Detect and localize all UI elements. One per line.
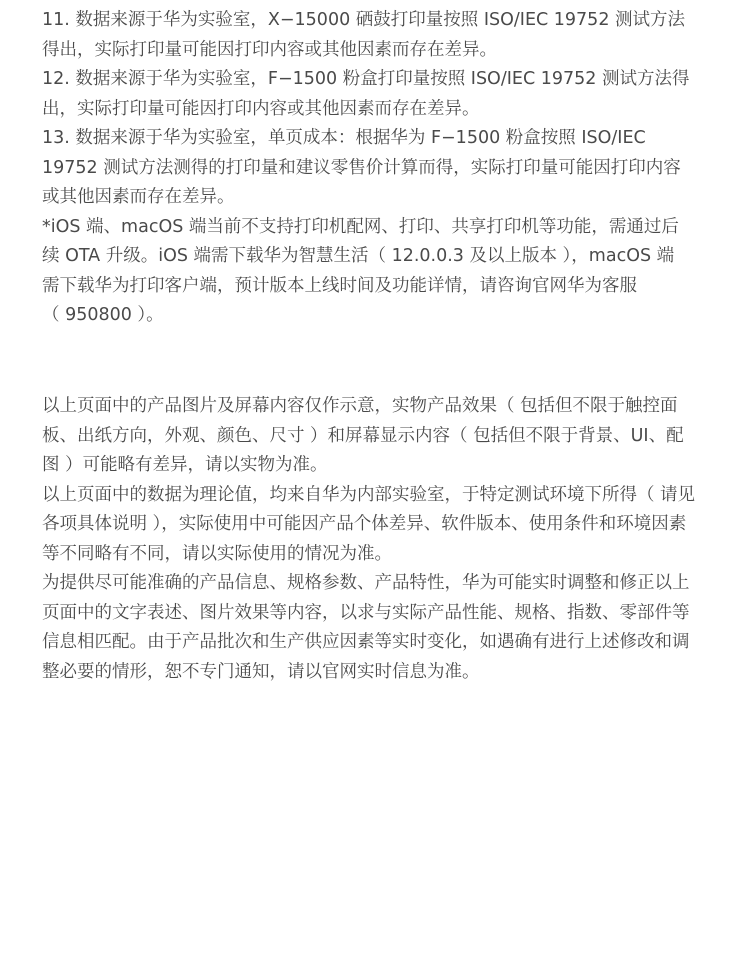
footnotes-section [42,6,712,331]
disclaimer-section [42,392,712,687]
footnote-11: 11. 数据来源于华为实验室，X−15000 硒鼓打印量按照 ISO/IEC 19752 测试方法 得出，实际打印量可能因打印内容或其他因素而存在差异。 [42,10,686,60]
disclaimer-updates: 为提供尽可能准确的产品信息、规格参数、产品特性，华为可能实时调整和修正以上 页面中的文字表述、图片效果等内容，以求与实际产品性能、规格、指数、零部件等 信息相匹配。由于产品批次和生产供应因素等实时变化，如遇确有进行上述修改和调 整必要的情形，恕不专门通知，请以官网实时信息为准。 [42,573,690,682]
footnote-12: 12. 数据来源于华为实验室，F−1500 粉盒打印量按照 ISO/IEC 19752 测试方法得 出，实际打印量可能因打印内容或其他因素而存在差异。 [42,69,690,119]
disclaimer-images: 以上页面中的产品图片及屏幕内容仅作示意，实物产品效果（ 包括但不限于触控面 板、出纸方向，外观、颜色、尺寸 ）和屏幕显示内容（ 包括但不限于背景、UI、配 图 ）可能略有差异，请以实物为准。 [42,396,684,475]
footnote-13: 13. 数据来源于华为实验室，单页成本：根据华为 F−1500 粉盒按照 ISO/IEC 19752 测试方法测得的打印量和建议零售价计算而得，实际打印量可能因打印内容 或其他因素而存在差异。 [42,128,681,207]
footnote-ios-macos: *iOS 端、macOS 端当前不支持打印机配网、打印、共享打印机等功能，需通过后 续 OTA 升级。iOS 端需下载华为智慧生活（ 12.0.0.3 及以上版本 ），macOS 端 需下载华为打印客户端，预计版本上线时间及功能详情，请咨询官网华为客服 （ 950800 ）。 [42,216,679,325]
disclaimer-data: 以上页面中的数据为理论值，均来自华为内部实验室，于特定测试环境下所得（ 请见 各项具体说明 ），实际使用中可能因产品个体差异、软件版本、使用条件和环境因素 等不同略有不同，请以实际使用的情况为准。 [42,484,696,564]
